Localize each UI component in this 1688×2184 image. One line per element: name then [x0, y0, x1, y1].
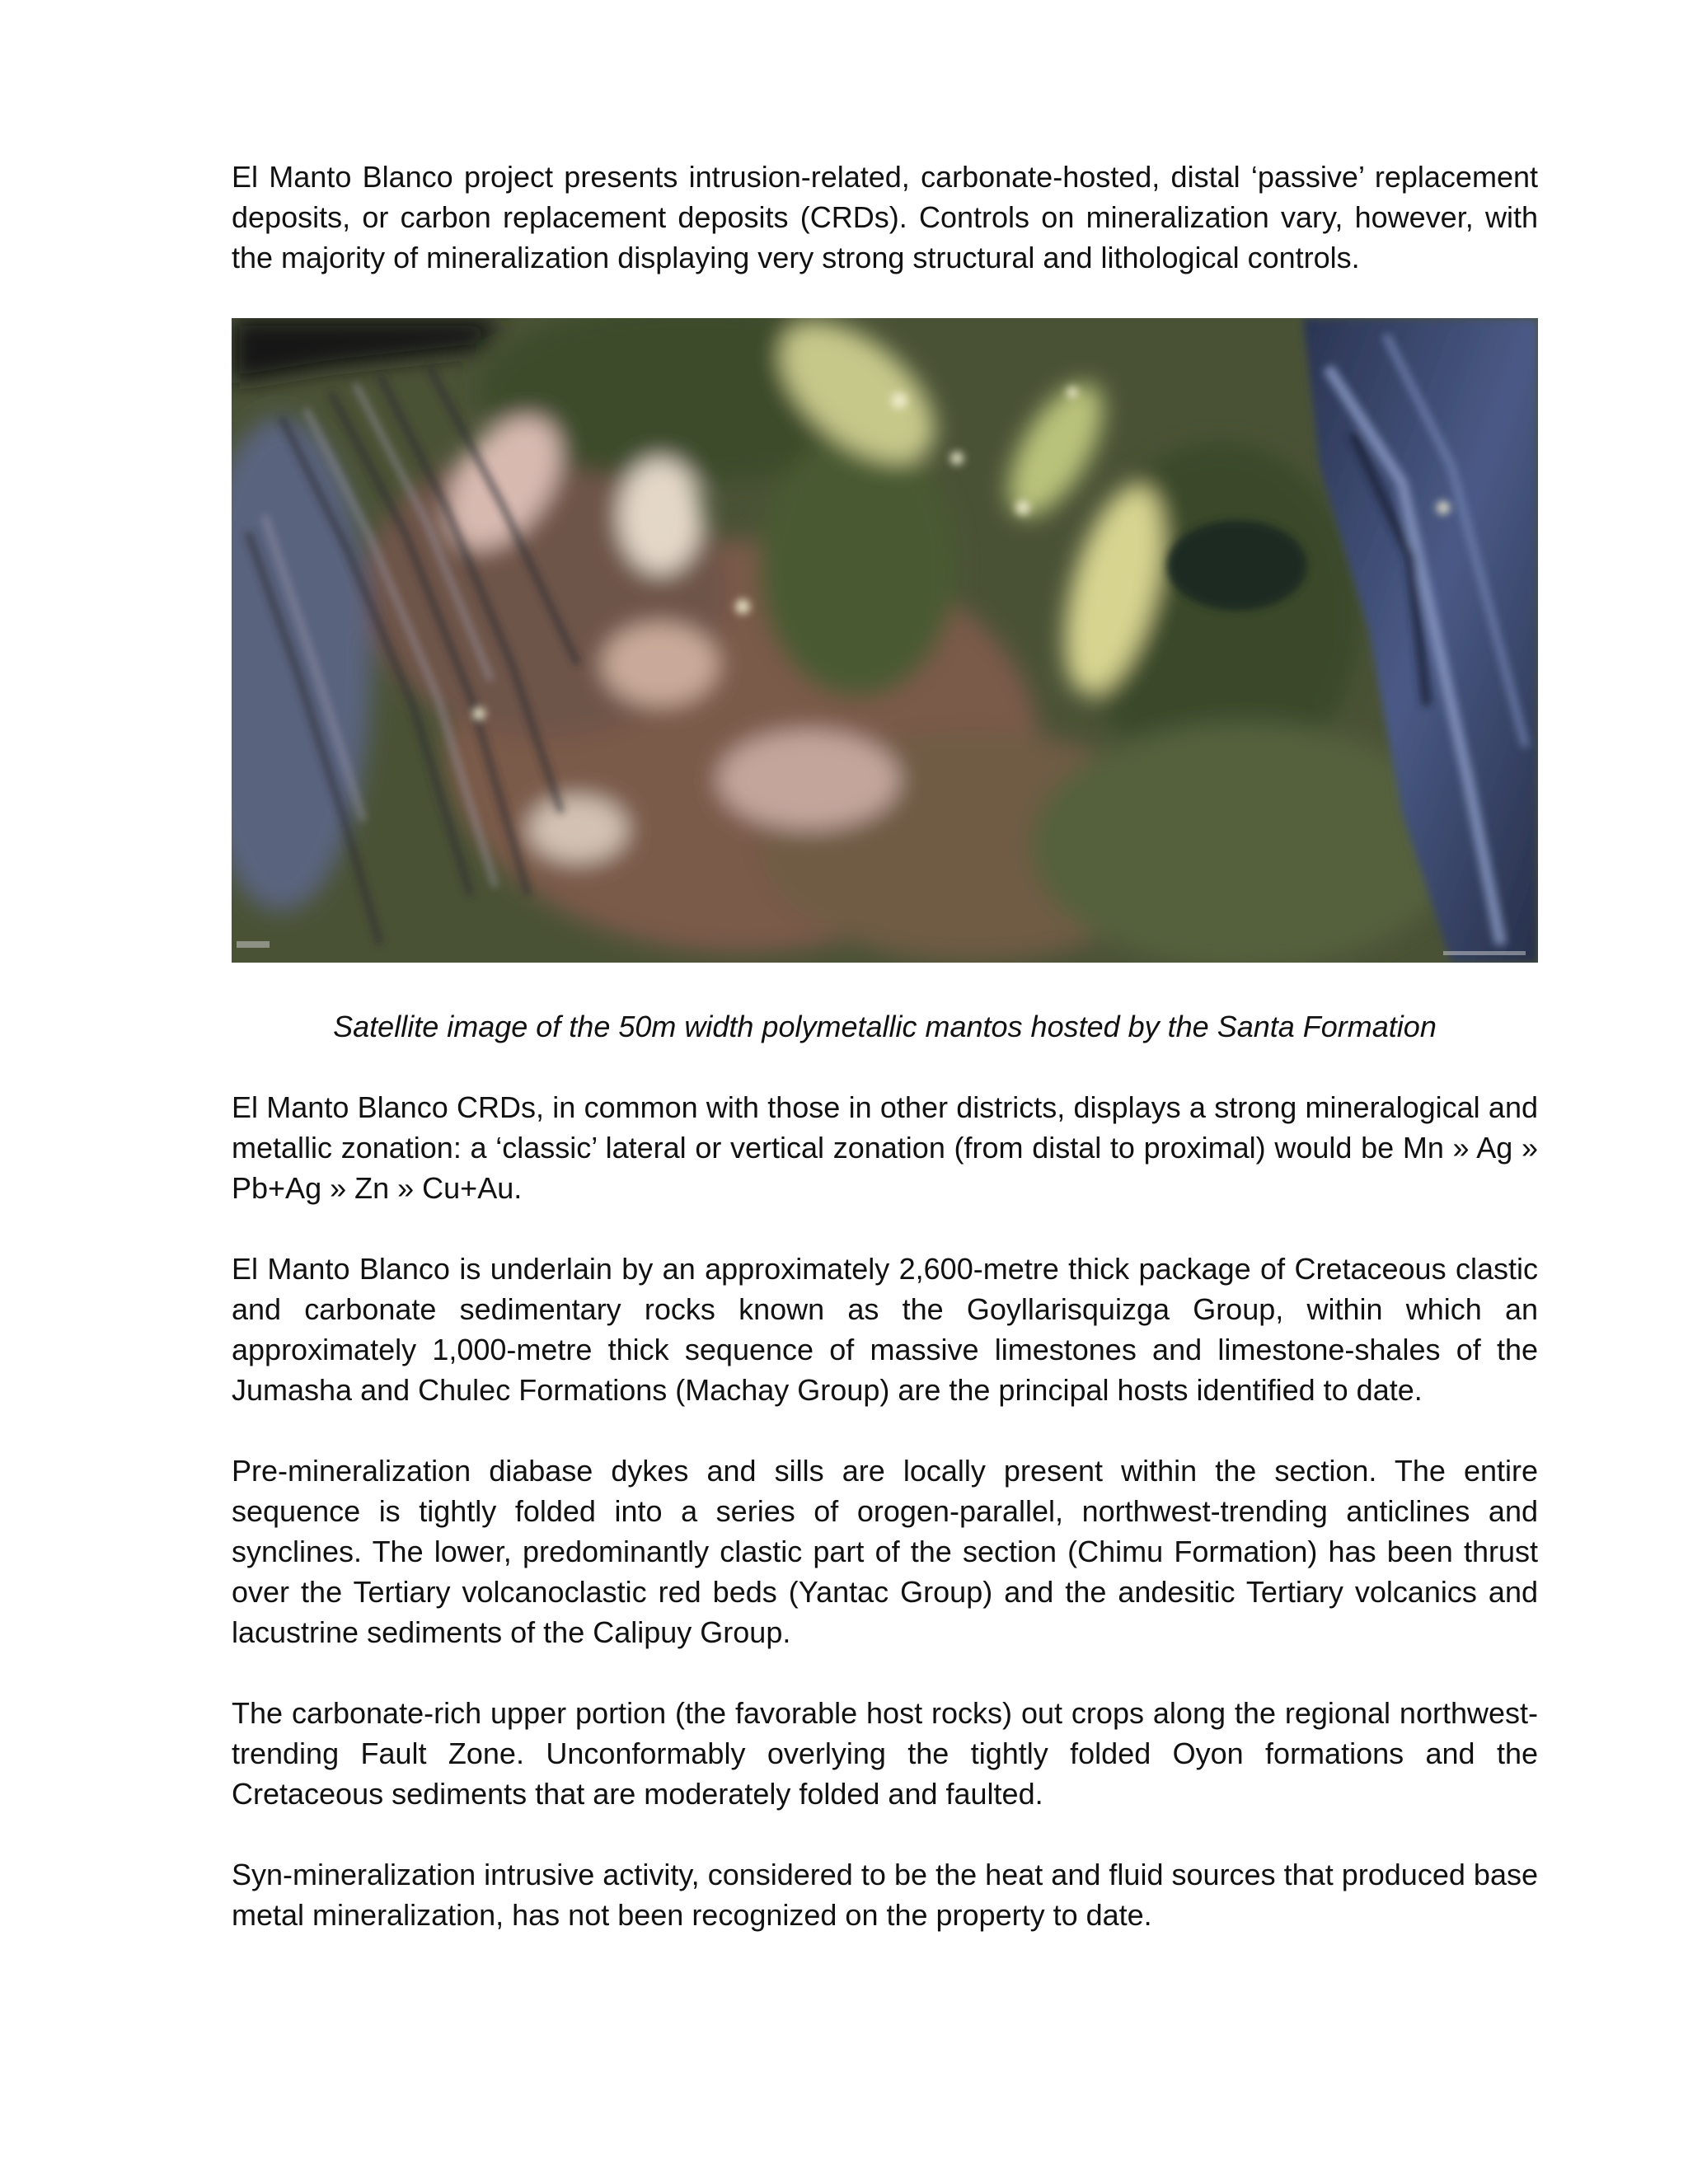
satellite-image: [232, 318, 1538, 963]
zonation-paragraph: El Manto Blanco CRDs, in common with those in other districts, displays a strong mineralogical and metallic zonation: a ‘classic’ lateral or vertical zonation (from distal to proximal) would be Mn » Ag » Pb+Ag » Zn » Cu+Au.: [232, 1090, 1538, 1205]
figure-caption: Satellite image of the 50m width polymetallic mantos hosted by the Santa Formation: [333, 1010, 1437, 1043]
structure-paragraph: Pre-mineralization diabase dykes and sills are locally present within the section. The entire sequence is tightly folded into a series of orogen-parallel, northwest-trending anticlines and synclines. The lower, predominantly clastic part of the section (Chimu Formation) has been thrust over the Tertiary volcanoclastic red beds (Yantac Group) and the andesitic Tertiary volcanics and lacustrine sediments of the Calipuy Group.: [232, 1454, 1538, 1649]
geology-paragraph: El Manto Blanco is underlain by an approximately 2,600-metre thick package of Cretaceous clastic and carbonate sedimentary rocks known as the Goyllarisquizga Group, within which an approximately 1,000-metre thick sequence of massive limestones and limestone-shales of the Jumasha and Chulec Formations (Machay Group) are the principal hosts identified to date.: [232, 1252, 1538, 1407]
document-page: [232, 157, 1538, 1935]
intrusive-activity-paragraph: Syn-mineralization intrusive activity, considered to be the heat and fluid sources that produced base metal mineralization, has not been recognized on the property to date.: [232, 1858, 1538, 1932]
host-rocks-paragraph: The carbonate-rich upper portion (the favorable host rocks) out crops along the regional northwest-trending Fault Zone. Unconformably overlying the tightly folded Oyon formations and the Cretaceous sediments that are moderately folded and faulted.: [232, 1696, 1538, 1811]
intro-paragraph: El Manto Blanco project presents intrusion-related, carbonate-hosted, distal ‘passive’ replacement deposits, or carbon replacement deposits (CRDs). Controls on mineralization vary, however, with the majority of mineralization displaying very strong structural and lithological controls.: [232, 160, 1538, 274]
